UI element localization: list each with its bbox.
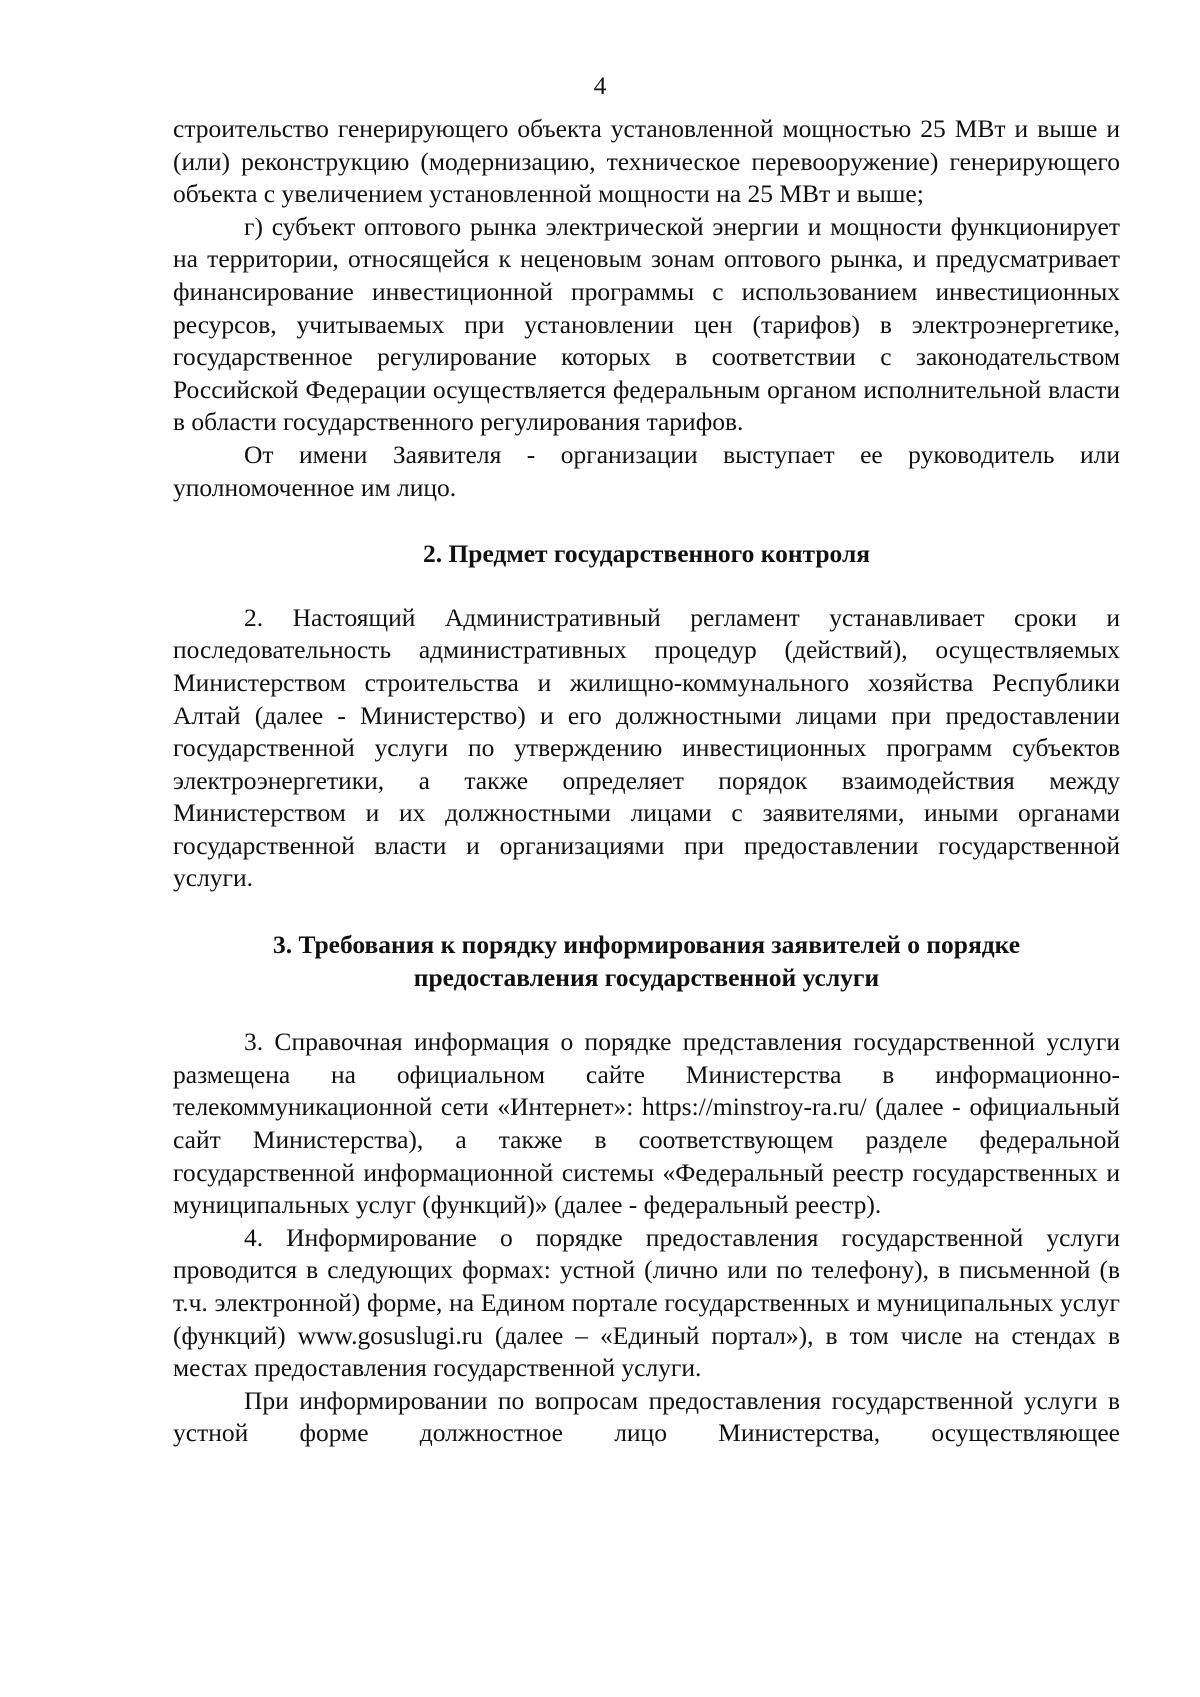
paragraph-3: 3. Справочная информация о порядке представления государственной услуги размещена на официальном сайте Министерства в информационно-телекоммуникационной сети «Интернет»: https://minstroy-ra.ru/ (далее - официальный сайт Министерства), а также в соответствующем разделе федеральной государственной информационной системы «Федеральный реестр государственных и муниципальных услуг (функций)» (далее - федеральный реестр).	[173, 1027, 1120, 1220]
section-3-heading-line-2: предоставления государственной услуги	[413, 962, 880, 992]
section-3-heading	[173, 929, 1120, 994]
section-3-heading-line-1: 3. Требования к порядку информирования заявителей о порядке	[272, 930, 1021, 960]
document-body	[173, 113, 1120, 1450]
paragraph-2: 2. Настоящий Административный регламент устанавливает сроки и последовательность административных процедур (действий), осуществляемых Министерством строительства и жилищно-коммунального хозяйства Республики Алтай (далее - Министерство) и его должностными лицами при предоставлении государственной услуги по утверждению инвестиционных программ субъектов электроэнергетики, а также определяет порядок взаимодействия между Министерством и их должностными лицами с заявителями, иными органами государственной власти и организациями при предоставлении государственной услуги.	[173, 602, 1120, 893]
section-2-heading: 2. Предмет государственного контроля	[422, 539, 871, 569]
paragraph-4: 4. Информирование о порядке предоставления государственной услуги проводится в следующих формах: устной (лично или по телефону), в письменной (в т.ч. электронной) форме, на Едином портале государственных и муниципальных услуг (функций) www.gosuslugi.ru (далее – «Единый портал»), в том числе на стендах в местах предоставления государственной услуги.	[173, 1222, 1120, 1383]
paragraph-item-g: г) субъект оптового рынка электрической энергии и мощности функционирует на территории, относящейся к неценовым зонам оптового рынка, и предусматривает финансирование инвестиционной программы с использованием инвестиционных ресурсов, учитываемых при установлении цен (тарифов) в электроэнергетике, государственное регулирование которых в соответствии с законодательством Российской Федерации осуществляется федеральным органом исполнительной власти в области государственного регулирования тарифов.	[173, 211, 1120, 437]
page-number: 4	[593, 71, 607, 100]
paragraph-oral-informing: При информировании по вопросам предоставления государственной услуги в устной форме должностное лицо Министерства, осуществляющее	[173, 1385, 1120, 1448]
paragraph-applicant-representative: От имени Заявителя - организации выступает ее руководитель или уполномоченное им лицо.	[173, 439, 1120, 502]
paragraph-continuation: строительство генерирующего объекта установленной мощностью 25 МВт и выше и (или) реконструкцию (модернизацию, техническое перевооружение) генерирующего объекта с увеличением установленной мощности на 25 МВт и выше;	[173, 114, 1120, 209]
